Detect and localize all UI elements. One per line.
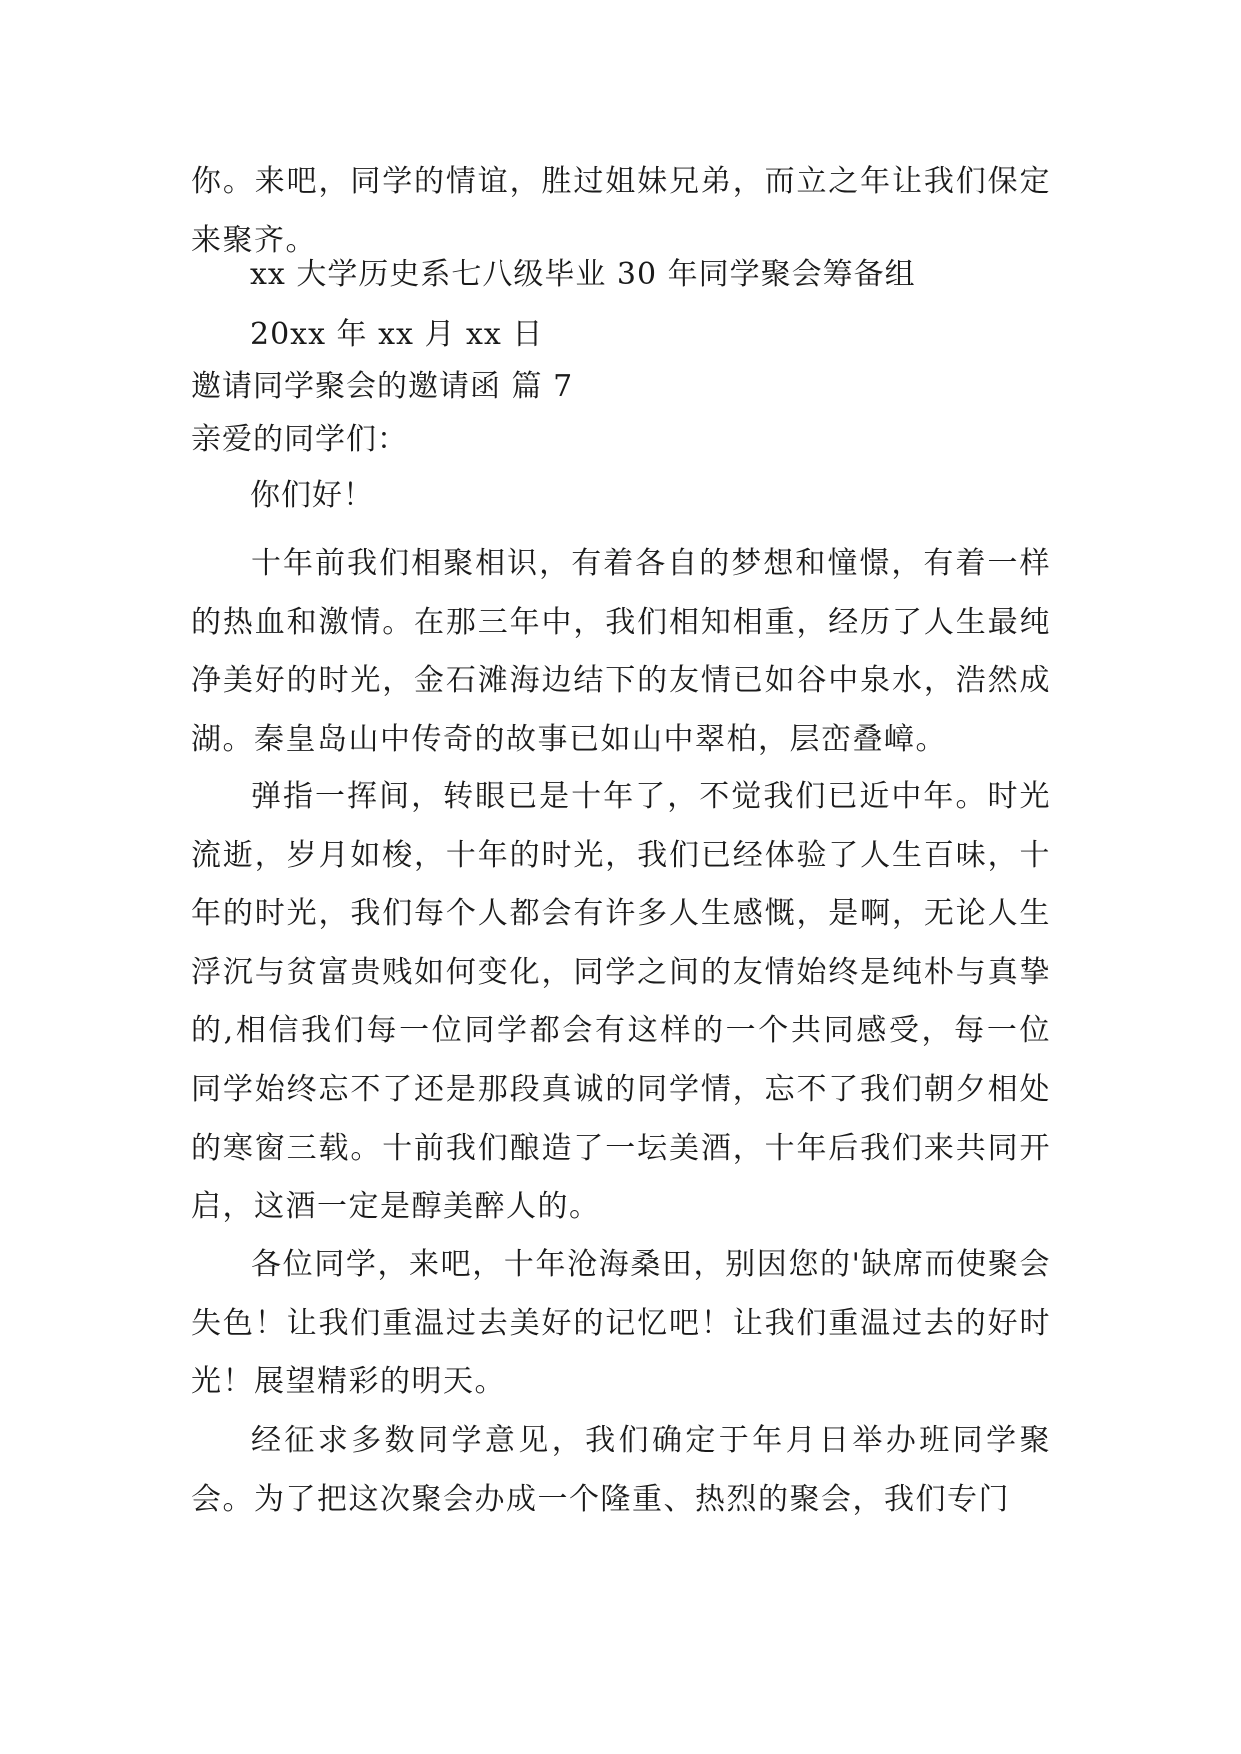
paragraph-3: 各位同学，来吧，十年沧海桑田，别因您的'缺席而使聚会失色！让我们重温过去美好的记忆吧！让我们重温过去的好时光！展望精彩的明天。 (191, 1247, 1051, 1400)
paragraph-2: 弹指一挥间，转眼已是十年了，不觉我们已近中年。时光流逝，岁月如梭，十年的时光，我们已经体验了人生百味，十年的时光，我们每个人都会有许多人生感慨，是啊，无论人生浮沉与贫富贵贱如何变化，同学之间的友情始终是纯朴与真挚的,相信我们每一位同学都会有这样的一个共同感受，每一位同学始终忘不了还是那段真诚的同学情，忘不了我们朝夕相处的寒窗三载。十前我们酿造了一坛美酒，十年后我们来共同开启，这酒一定是醇美醉人的。 (191, 779, 1051, 1225)
previous-paragraph-end: 你。来吧，同学的情谊，胜过姐妹兄弟，而立之年让我们保定来聚齐。 (191, 164, 1051, 258)
signature-date: 20xx 年 xx 月 xx 日 (250, 317, 544, 352)
greeting: 你们好！ (250, 478, 374, 513)
salutation: 亲爱的同学们： (191, 422, 408, 457)
organizer-signature: xx 大学历史系七八级毕业 30 年同学聚会筹备组 (250, 257, 916, 292)
paragraph-4: 经征求多数同学意见，我们确定于年月日举办班同学聚会。为了把这次聚会办成一个隆重、热烈的聚会，我们专门 (191, 1423, 1051, 1517)
section-title: 邀请同学聚会的邀请函 篇 7 (191, 369, 574, 404)
paragraph-1: 十年前我们相聚相识，有着各自的梦想和憧憬，有着一样的热血和激情。在那三年中，我们相知相重，经历了人生最纯净美好的时光，金石滩海边结下的友情已如谷中泉水，浩然成湖。秦皇岛山中传奇的故事已如山中翠柏，层峦叠嶂。 (191, 546, 1051, 757)
